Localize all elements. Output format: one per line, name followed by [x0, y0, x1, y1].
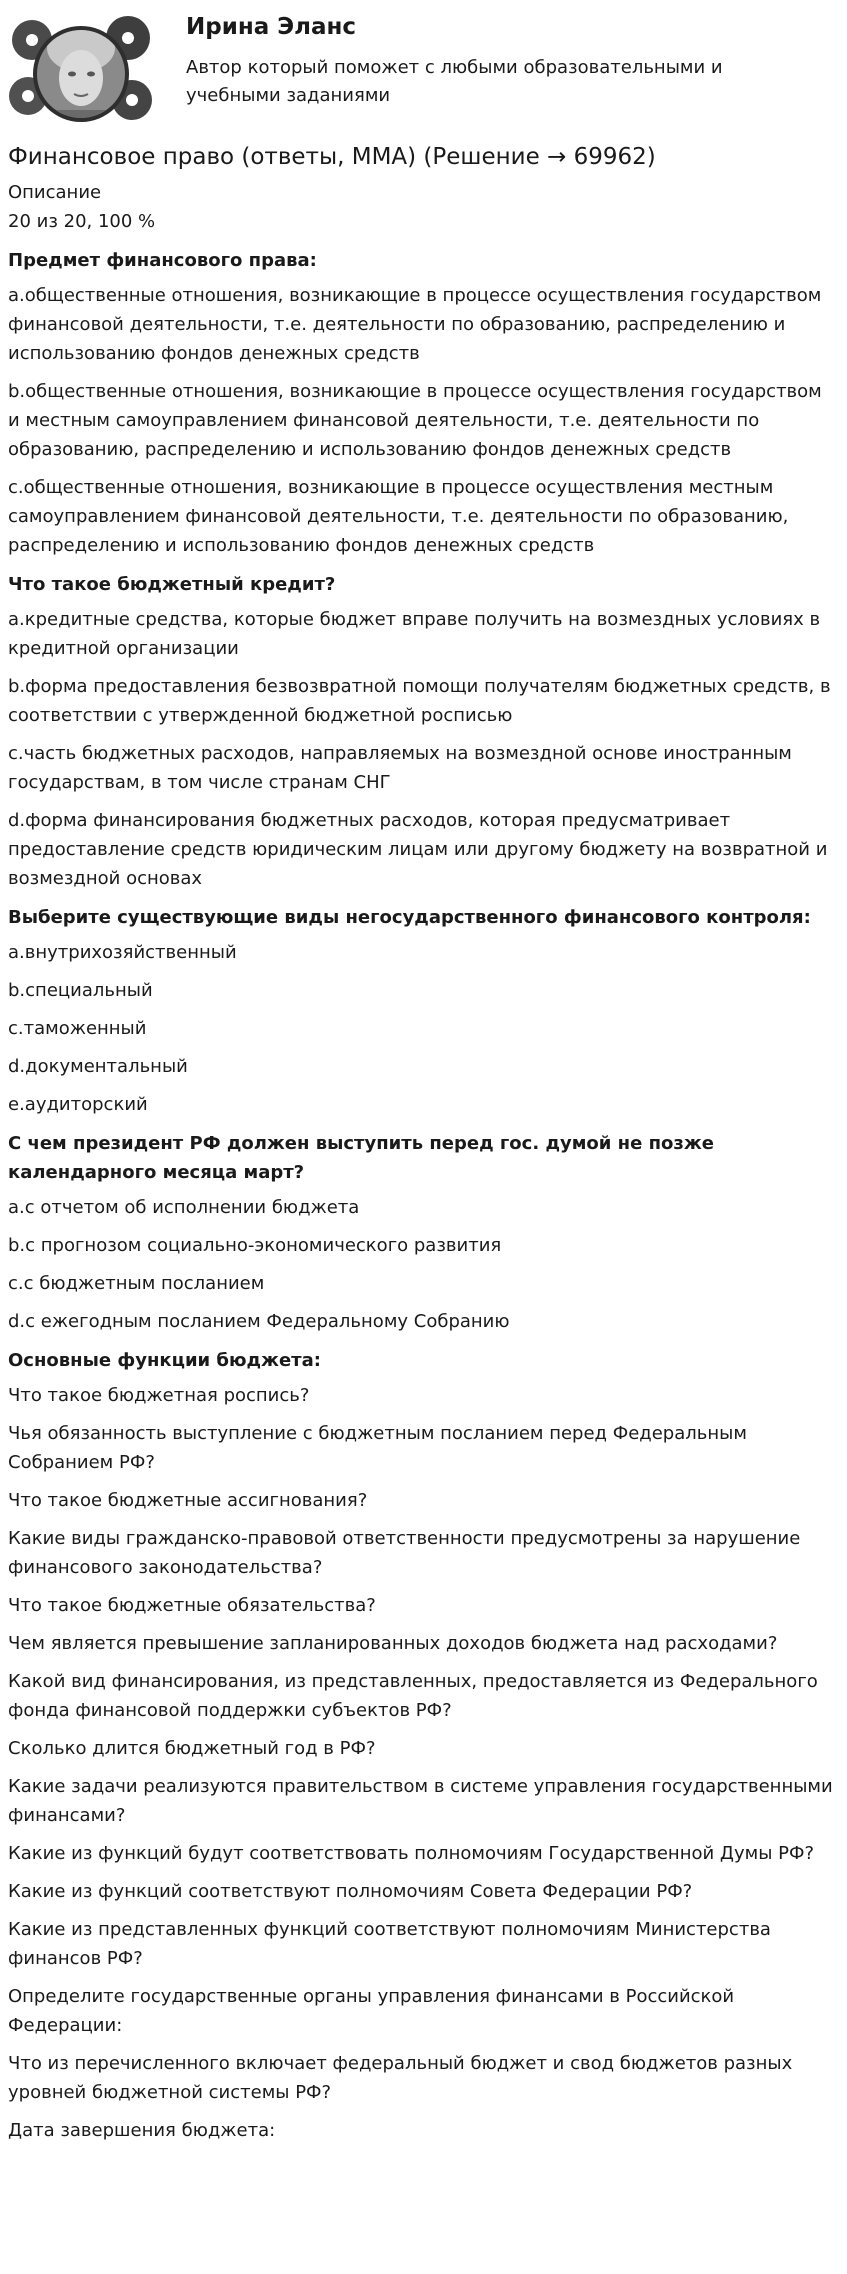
question-item: Какие виды гражданско-правовой ответственности предусмотрены за нарушение финансового законодательства? — [8, 1528, 801, 1578]
answer-option: c.таможенный — [8, 1018, 147, 1039]
answer-option: d.форма финансирования бюджетных расходов, которая предусматривает предоставление средств юридическим лицам или другому бюджету на возвратной и возмездной основах — [8, 810, 828, 889]
question-item: Какие из функций соответствуют полномочиям Совета Федерации РФ? — [8, 1881, 693, 1902]
score-text: 20 из 20, 100 % — [8, 211, 156, 232]
answer-option: d.документальный — [8, 1056, 188, 1077]
answer-option: c.общественные отношения, возникающие в процессе осуществления местным самоуправлением финансовой деятельности, т.е. деятельности по образованию, распределению и использованию фондов денежных средств — [8, 477, 789, 556]
question-item: Сколько длится бюджетный год в РФ? — [8, 1738, 376, 1759]
author-name[interactable]: Ирина Эланс — [186, 14, 357, 40]
question-heading: Основные функции бюджета: — [8, 1350, 321, 1371]
question-item: Какие из функций будут соответствовать полномочиям Государственной Думы РФ? — [8, 1843, 815, 1864]
question-heading: Предмет финансового права: — [8, 250, 317, 271]
answer-option: e.аудиторский — [8, 1094, 148, 1115]
question-item: Какой вид финансирования, из представленных, предоставляется из Федерального фонда финансовой поддержки субъектов РФ? — [8, 1671, 818, 1721]
answer-option: d.с ежегодным посланием Федеральному Собранию — [8, 1311, 510, 1332]
answer-option: a.внутрихозяйственный — [8, 942, 237, 963]
page-title: Финансовое право (ответы, ММА) (Решение → 69962) — [8, 144, 656, 170]
question-item: Чем является превышение запланированных доходов бюджета над расходами? — [8, 1633, 778, 1654]
question-item: Определите государственные органы управления финансами в Российской Федерации: — [8, 1986, 735, 2036]
answer-option: b.специальный — [8, 980, 153, 1001]
answer-option: a.с отчетом об исполнении бюджета — [8, 1197, 360, 1218]
question-heading: Что такое бюджетный кредит? — [8, 574, 336, 595]
author-card — [8, 6, 838, 136]
question-item: Какие из представленных функций соответствуют полномочиям Министерства финансов РФ? — [8, 1919, 771, 1969]
question-item: Дата завершения бюджета: — [8, 2120, 276, 2141]
answer-option: c.часть бюджетных расходов, направляемых на возмездной основе иностранным государствам, в том числе странам СНГ — [8, 743, 792, 793]
question-list — [8, 246, 838, 1375]
answer-option: b.с прогнозом социально-экономического развития — [8, 1235, 502, 1256]
question-heading: Выберите существующие виды негосударственного финансового контроля: — [8, 907, 811, 928]
author-avatar — [8, 12, 154, 130]
author-bio: Автор который поможет с любыми образовательными и учебными заданиями — [186, 57, 723, 106]
answer-option: b.форма предоставления безвозвратной помощи получателям бюджетных средств, в соответствии с утвержденной бюджетной росписью — [8, 676, 831, 726]
description-label: Описание — [8, 182, 102, 203]
answer-option: b.общественные отношения, возникающие в процессе осуществления государством и местным самоуправлением финансовой деятельности, т.е. деятельности по образованию, распределению и использованию фондов денежных средств — [8, 381, 822, 460]
question-heading: С чем президент РФ должен выступить перед гос. думой не позже календарного месяца март? — [8, 1133, 714, 1183]
question-item: Чья обязанность выступление с бюджетным посланием перед Федеральным Собранием РФ? — [8, 1423, 747, 1473]
document-content — [8, 140, 838, 2154]
other-question-list — [8, 1381, 838, 2145]
answer-option: a.кредитные средства, которые бюджет вправе получить на возмездных условиях в кредитной организации — [8, 609, 821, 659]
question-item: Что такое бюджетные ассигнования? — [8, 1490, 368, 1511]
question-item: Что такое бюджетные обязательства? — [8, 1595, 376, 1616]
answer-option: a.общественные отношения, возникающие в процессе осуществления государством финансовой деятельности, т.е. деятельности по образованию, распределению и использованию фондов денежных средств — [8, 285, 822, 364]
question-item: Что из перечисленного включает федеральный бюджет и свод бюджетов разных уровней бюджетной системы РФ? — [8, 2053, 793, 2103]
answer-option: c.с бюджетным посланием — [8, 1273, 265, 1294]
question-item: Что такое бюджетная роспись? — [8, 1385, 310, 1406]
question-item: Какие задачи реализуются правительством в системе управления государственными финансами? — [8, 1776, 833, 1826]
